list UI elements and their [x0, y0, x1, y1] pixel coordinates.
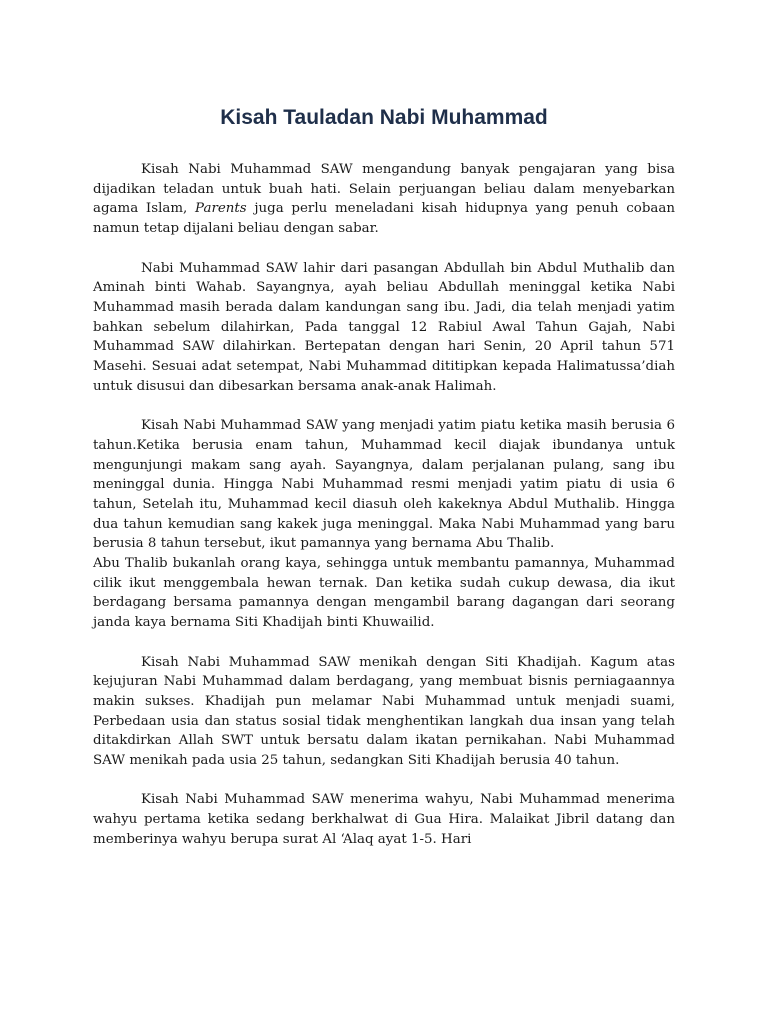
paragraph-intro [93, 160, 675, 239]
paragraph-abu-thalib: Abu Thalib bukanlah orang kaya, sehingga untuk membantu pamannya, Muhammad cilik ikut menggembala hewan ternak. Dan ketika sudah cukup dewasa, dia ikut berdagang bersama pamannya dengan mengambil barang dagangan dari seorang janda kaya bernama Siti Khadijah binti Khuwailid. [93, 556, 675, 631]
paragraph-orphan: Kisah Nabi Muhammad SAW yang menjadi yatim piatu ketika masih berusia 6 tahun.Ketika berusia enam tahun, Muhammad kecil diajak ibundanya untuk mengunjungi makam sang ayah. Sayangnya, dalam perjalanan pulang, sang ibu meninggal dunia. Hingga Nabi Muhammad resmi menjadi yatim piatu di usia 6 tahun, Setelah itu, Muhammad kecil diasuh oleh kakeknya Abdul Muthalib. Hingga dua tahun kemudian sang kakek juga meninggal. Maka Nabi Muhammad yang baru berusia 8 tahun tersebut, ikut pamannya yang bernama Abu Thalib. [93, 418, 675, 552]
document-title: Kisah Tauladan Nabi Muhammad [220, 106, 548, 129]
paragraph-birth: Nabi Muhammad SAW lahir dari pasangan Abdullah bin Abdul Muthalib dan Aminah binti Wahab. Sayangnya, ayah beliau Abdullah meninggal ketika Nabi Muhammad masih berada dalam kandungan sang ibu. Jadi, dia telah menjadi yatim bahkan sebelum dilahirkan, Pada tanggal 12 Rabiul Awal Tahun Gajah, Nabi Muhammad SAW dilahirkan. Bertepatan dengan hari Senin, 20 April tahun 571 Masehi. Sesuai adat setempat, Nabi Muhammad dititipkan kepada Halimatussa’diah untuk disusui dan dibesarkan bersama anak-anak Halimah. [93, 260, 675, 394]
paragraph-intro-emphasis: Parents [195, 201, 247, 217]
paragraph-revelation: Kisah Nabi Muhammad SAW menerima wahyu, Nabi Muhammad menerima wahyu pertama ketika sedang berkhalwat di Gua Hira. Malaikat Jibril datang dan memberinya wahyu berupa surat Al ‘Alaq ayat 1-5. Hari [93, 792, 675, 847]
document-body [93, 160, 675, 850]
paragraph-intro-after: juga perlu meneladani kisah hidupnya yang penuh cobaan namun tetap dijalani beliau dengan sabar. [93, 201, 675, 237]
paragraph-marriage: Kisah Nabi Muhammad SAW menikah dengan Siti Khadijah. Kagum atas kejujuran Nabi Muhammad dalam berdagang, yang membuat bisnis perniagaannya makin sukses. Khadijah pun melamar Nabi Muhammad untuk menjadi suami, Perbedaan usia dan status sosial tidak menghentikan langkah dua insan yang telah ditakdirkan Allah SWT untuk bersatu dalam ikatan pernikahan. Nabi Muhammad SAW menikah pada usia 25 tahun, sedangkan Siti Khadijah berusia 40 tahun. [93, 654, 675, 769]
paragraph-intro-before: Kisah Nabi Muhammad SAW mengandung banyak pengajaran yang bisa dijadikan teladan untuk buah hati. Selain perjuangan beliau dalam menyebarkan agama Islam, [93, 162, 675, 217]
